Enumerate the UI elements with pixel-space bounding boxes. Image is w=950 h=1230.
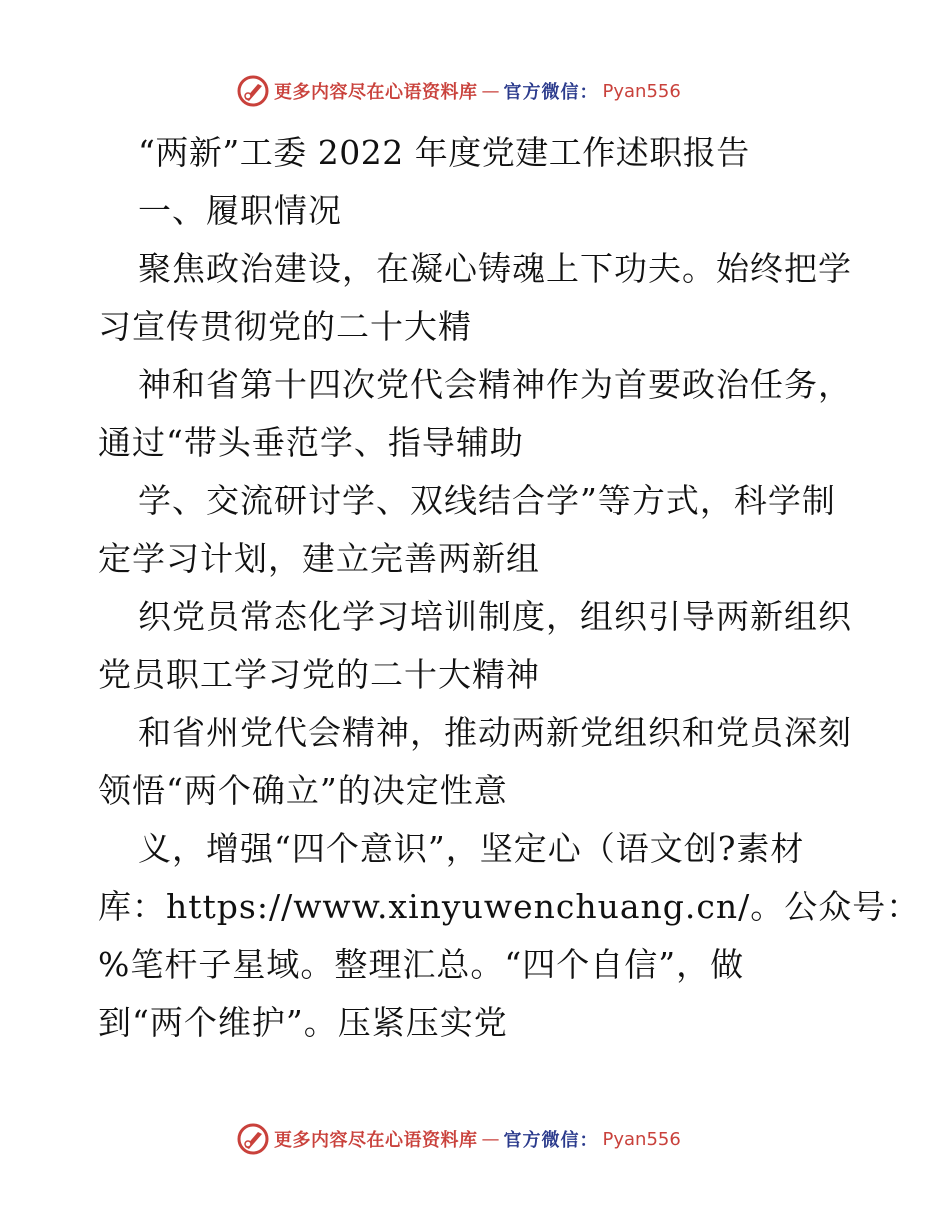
body-line: 神和省第十四次党代会精神作为首要政治任务， [138,365,852,404]
body-line: 学、交流研讨学、双线结合学”等方式，科学制 [138,481,836,520]
quill-circle-logo-icon [236,1122,270,1156]
body-line: 定学习计划，建立完善两新组 [98,539,540,578]
watermark-wechat-id: Pyan556 [602,80,681,102]
quill-circle-logo-icon [236,74,270,108]
watermark-main-text: 更多内容尽在心语资料库 [274,82,478,103]
body-line: 领悟“两个确立”的决定性意 [98,771,508,810]
watermark-main-text: 更多内容尽在心语资料库 [274,1130,478,1151]
document-title: “两新”工委 2022 年度党建工作述职报告 [138,133,750,172]
footer-watermark [236,1122,681,1156]
section-heading: 一、履职情况 [138,191,342,230]
watermark-wechat-id: Pyan556 [602,1128,681,1150]
body-line: 义，增强“四个意识”，坚定心（语文创?素材 [138,829,805,868]
body-line: 通过“带头垂范学、指导辅助 [98,423,524,462]
body-line: 习宣传贯彻党的二十大精 [98,307,472,346]
watermark-separator: — [481,1128,500,1150]
body-line: 库：https://www.xinyuwenchuang.cn/。公众号： [98,887,921,926]
body-line: %笔杆子星域。整理汇总。“四个自信”，做 [98,945,745,984]
body-line: 和省州党代会精神，推动两新党组织和党员深刻 [138,713,852,752]
watermark-wechat-label: 官方微信： [503,1130,599,1151]
watermark-wechat-label: 官方微信： [503,82,599,103]
watermark-separator: — [481,80,500,102]
document-body [98,124,921,1052]
header-watermark [236,74,681,108]
body-line: 党员职工学习党的二十大精神 [98,655,540,694]
body-line: 织党员常态化学习培训制度，组织引导两新组织 [138,597,852,636]
body-line: 聚焦政治建设，在凝心铸魂上下功夫。始终把学 [138,249,852,288]
body-line: 到“两个维护”。压紧压实党 [98,1003,508,1042]
